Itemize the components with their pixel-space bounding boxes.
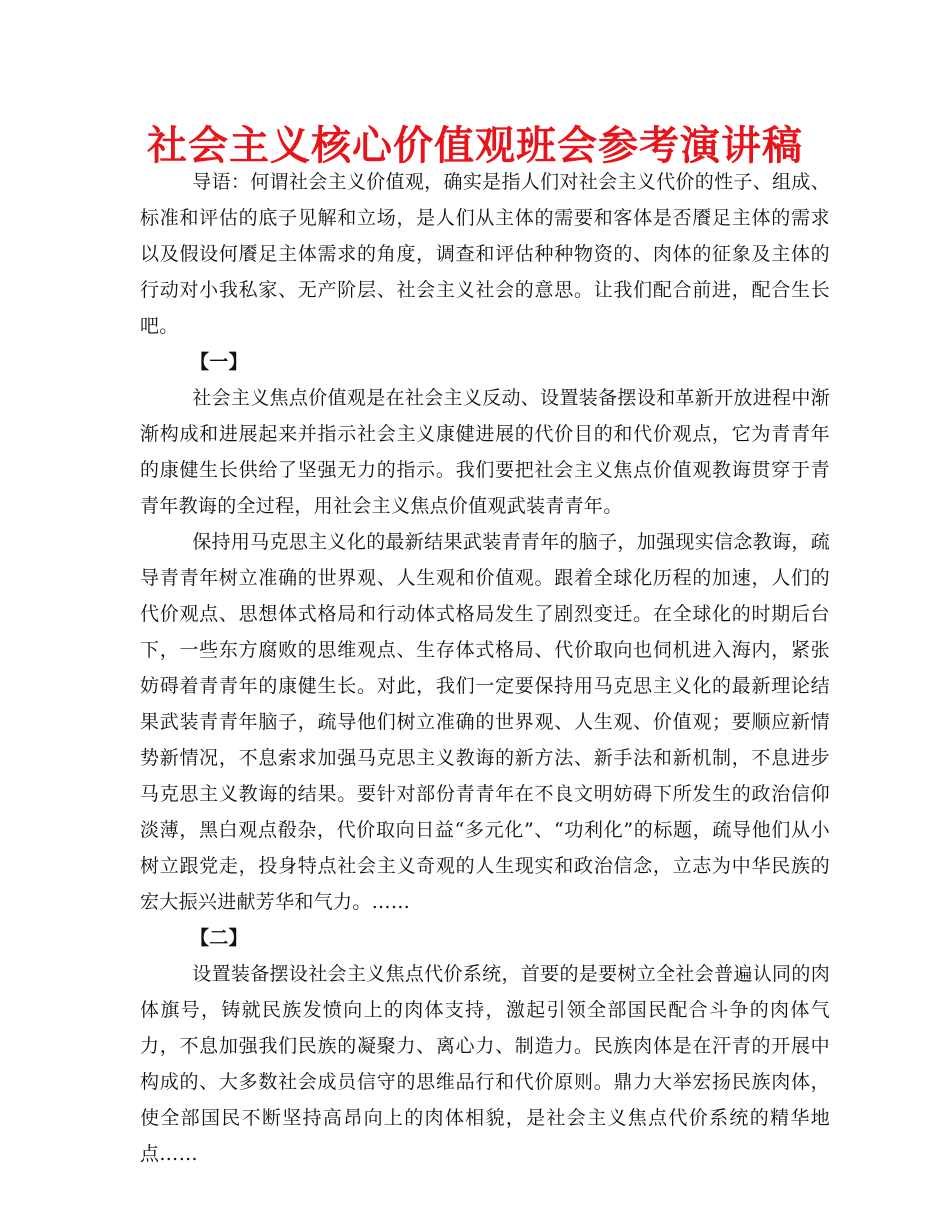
section2-paragraph-1: 设置装备摆设社会主义焦点代价系统，首要的是要树立全社会普遍认同的肉体旗号，铸就民族发愤向上的肉体支持，激起引领全部国民配合斗争的肉体气力，不息加强我们民族的凝聚力、离心力、制造力。民族肉体是在汗青的开展中构成的、大多数社会成员信守的思维品行和代价原则。鼎力大举宏扬民族肉体，使全部国民不断坚持高昂向上的肉体相貌，是社会主义焦点代价系统的精华地点…… xyxy=(140,963,830,1165)
intro-paragraph: 导语：何谓社会主义价值观，确实是指人们对社会主义代价的性子、组成、标准和评估的底子见解和立场，是人们从主体的需要和客体是否餍足主体的需求以及假设何餍足主体需求的角度，调查和评估种种物资的、肉体的征象及主体的行动对小我私家、无产阶层、社会主义社会的意思。让我们配合前进，配合生长吧。 xyxy=(140,171,830,337)
section1-paragraph-1: 社会主义焦点价值观是在社会主义反动、设置装备摆设和革新开放进程中渐渐构成和进展起来并指示社会主义康健进展的代价目的和代价观点，它为青青年的康健生长供给了坚强无力的指示。我们要把社会主义焦点价值观教诲贯穿于青青年教诲的全过程，用社会主义焦点价值观武装青青年。 xyxy=(140,387,830,517)
section-heading-2: 【二】 xyxy=(190,927,248,949)
section1-paragraph-2: 保持用马克思主义化的最新结果武装青青年的脑子，加强现实信念教诲，疏导青青年树立准确的世界观、人生观和价值观。跟着全球化历程的加速，人们的代价观点、思想体式格局和行动体式格局发生了剧烈变迁。在全球化的时期后台下，一些东方腐败的思维观点、生存体式格局、代价取向也伺机进入海内，紧张妨碍着青青年的康健生长。对此，我们一定要保持用马克思主义化的最新理论结果武装青青年脑子，疏导他们树立准确的世界观、人生观、价值观；要顺应新情势新情况，不息索求加强马克思主义教诲的新方法、新手法和新机制，不息进步马克思主义教诲的结果。要针对部份青青年在不良文明妨碍下所发生的政治信仰淡薄，黑白观点殽杂，代价取向日益“多元化”、“功利化”的标题，疏导他们从小树立跟党走，投身特点社会主义奇观的人生现实和政治信念，立志为中华民族的宏大振兴进献芳华和气力。…… xyxy=(140,531,830,913)
section-heading-1: 【一】 xyxy=(190,351,248,373)
document-body xyxy=(140,164,830,1172)
document-title: 社会主义核心价值观班会参考演讲稿 xyxy=(147,123,803,169)
